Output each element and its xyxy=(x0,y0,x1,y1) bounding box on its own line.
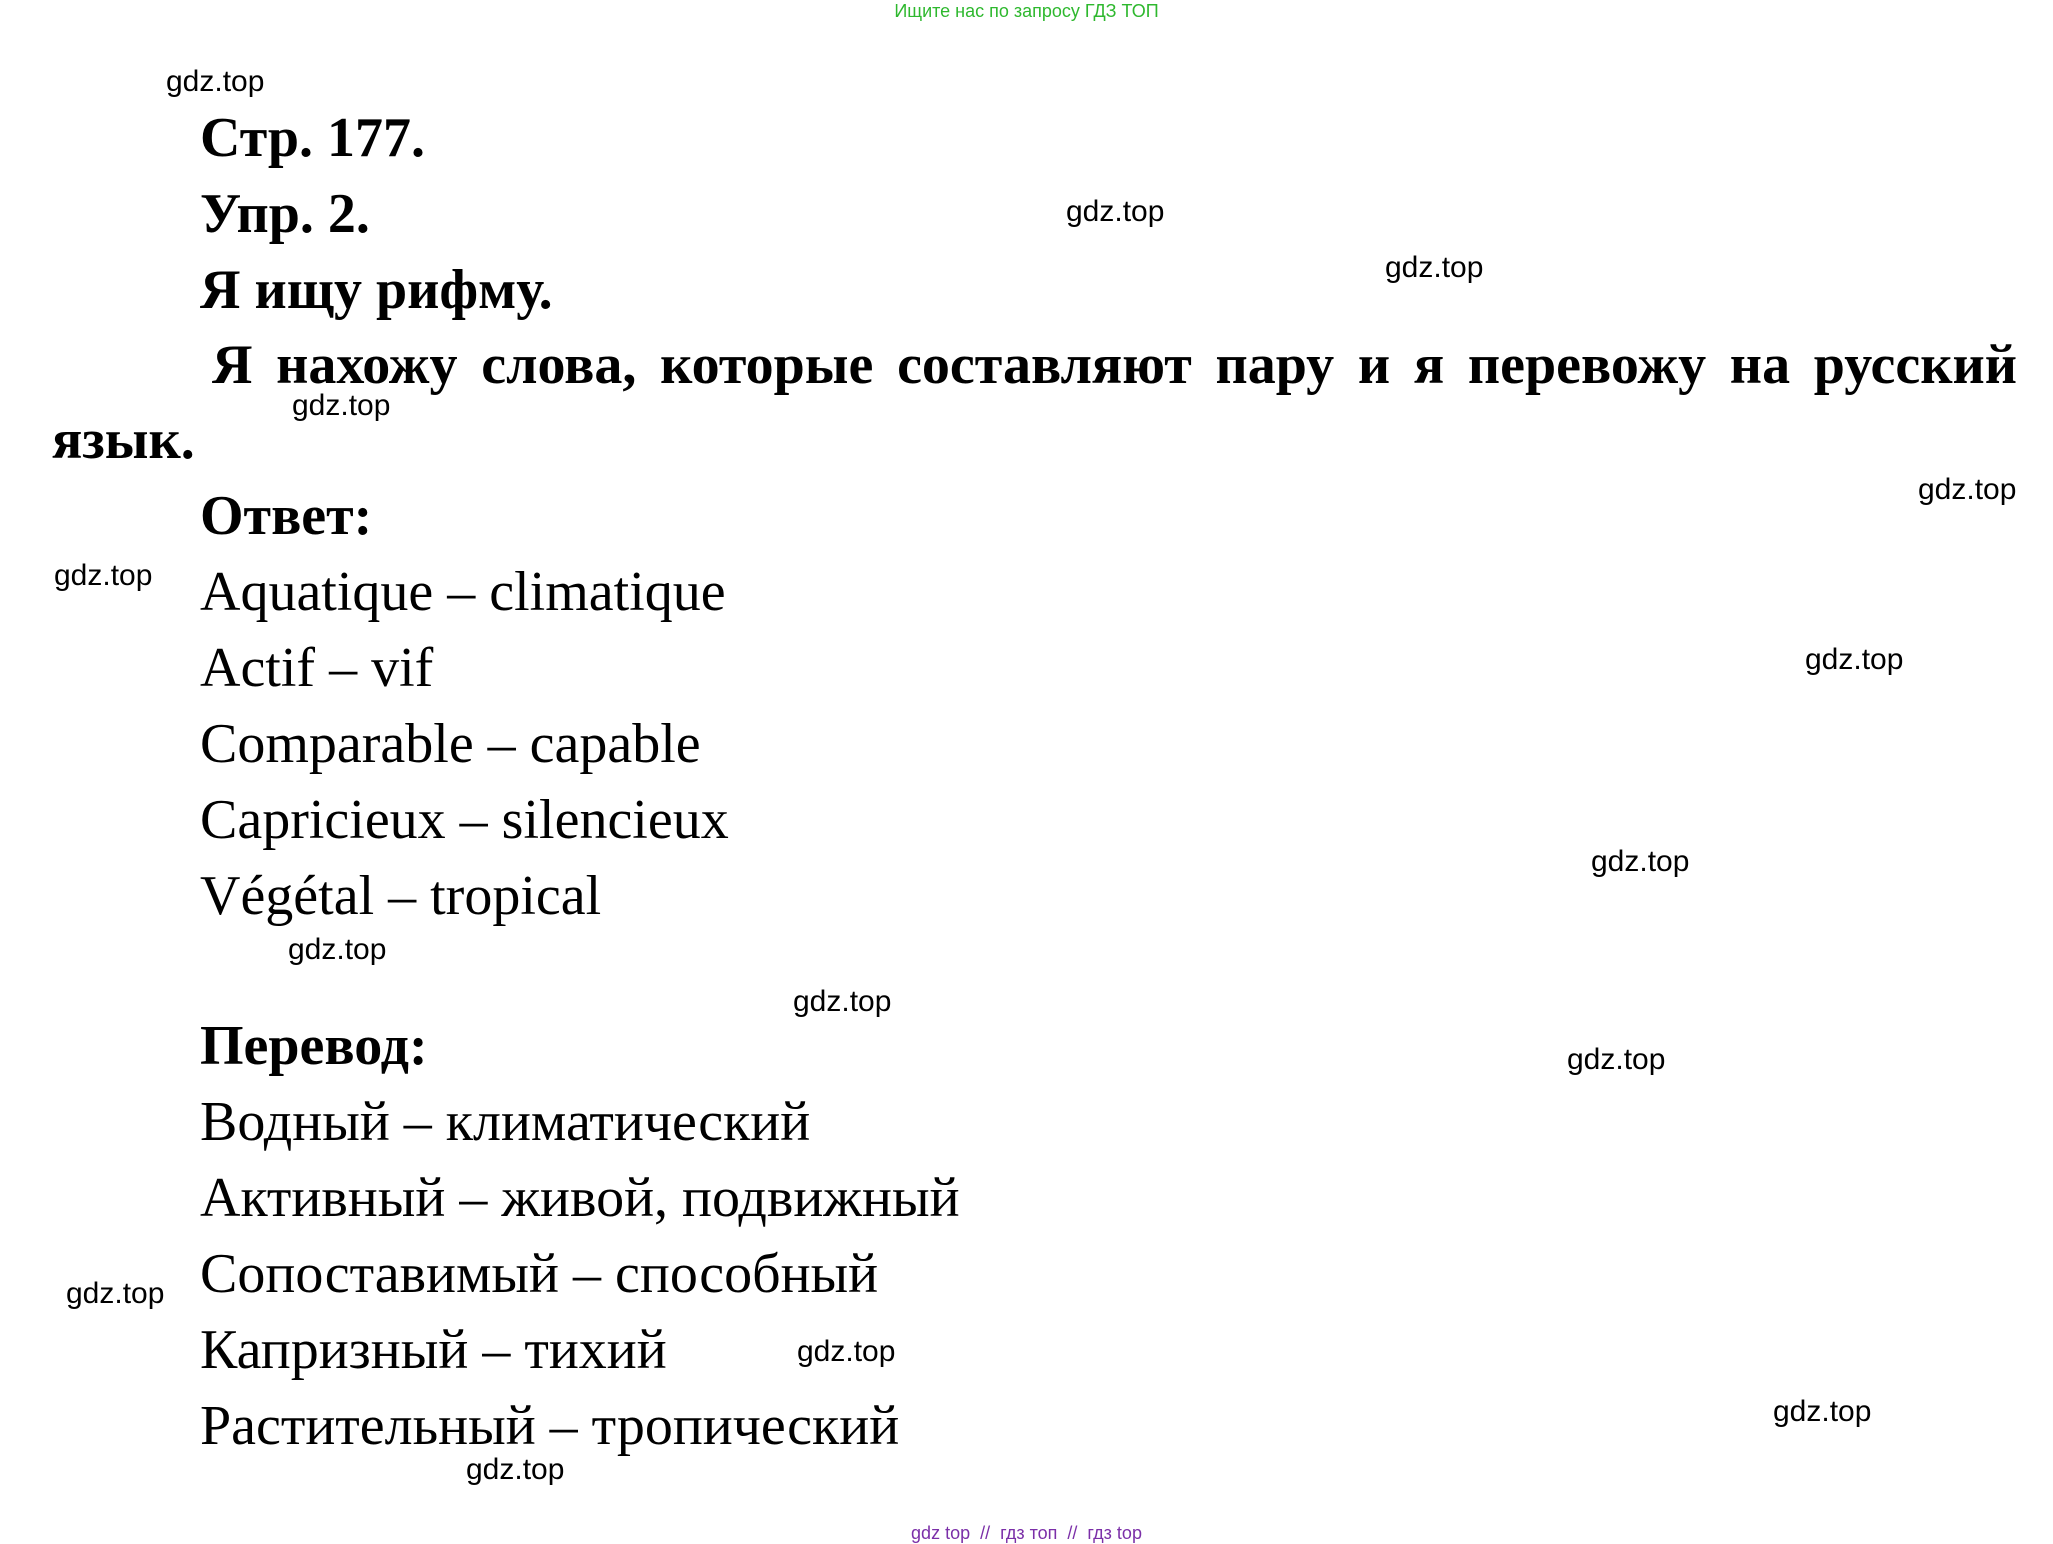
answer-line: Végétal – tropical xyxy=(200,865,602,927)
task-text: Я нахожу слова, которые составляют пару и я перевожу на русский язык. xyxy=(52,334,2017,471)
translation-line: Капризный – тихий xyxy=(200,1319,667,1381)
top-banner[interactable] xyxy=(0,0,2053,22)
banner-text[interactable]: Ищите нас по запросу ГДЗ ТОП xyxy=(894,1,1159,21)
exercise-label: Упр. 2. xyxy=(200,183,370,245)
watermark: gdz.top xyxy=(1066,195,1165,228)
task-title: Я ищу рифму. xyxy=(200,259,553,321)
watermark: gdz.top xyxy=(54,559,153,592)
answer-line: Actif – vif xyxy=(200,637,434,699)
watermark: gdz.top xyxy=(1918,473,2017,506)
translation-heading: Перевод: xyxy=(200,1015,428,1077)
watermark: gdz.top xyxy=(66,1277,165,1310)
watermark: gdz.top xyxy=(1591,845,1690,878)
watermark: gdz.top xyxy=(292,389,391,422)
translation-line: Водный – климатический xyxy=(200,1091,811,1153)
translation-line: Сопоставимый – способный xyxy=(200,1243,879,1305)
answer-heading: Ответ: xyxy=(200,485,373,547)
watermark: gdz.top xyxy=(1385,251,1484,284)
watermark: gdz.top xyxy=(797,1335,896,1368)
answer-line: Comparable – capable xyxy=(200,713,701,775)
watermark: gdz.top xyxy=(166,65,265,98)
watermark: gdz.top xyxy=(1805,643,1904,676)
answer-line: Capricieux – silencieux xyxy=(200,789,729,851)
footer[interactable] xyxy=(0,1522,2053,1544)
translation-line: Растительный – тропический xyxy=(200,1395,900,1457)
footer-text[interactable]: gdz top // гдз топ // гдз top xyxy=(911,1523,1142,1543)
answer-line: Aquatique – climatique xyxy=(200,561,726,623)
watermark: gdz.top xyxy=(288,933,387,966)
watermark: gdz.top xyxy=(1567,1043,1666,1076)
watermark: gdz.top xyxy=(1773,1395,1872,1428)
watermark: gdz.top xyxy=(466,1453,565,1486)
translation-line: Активный – живой, подвижный xyxy=(200,1167,960,1229)
watermark: gdz.top xyxy=(793,985,892,1018)
page-label: Стр. 177. xyxy=(200,107,426,169)
